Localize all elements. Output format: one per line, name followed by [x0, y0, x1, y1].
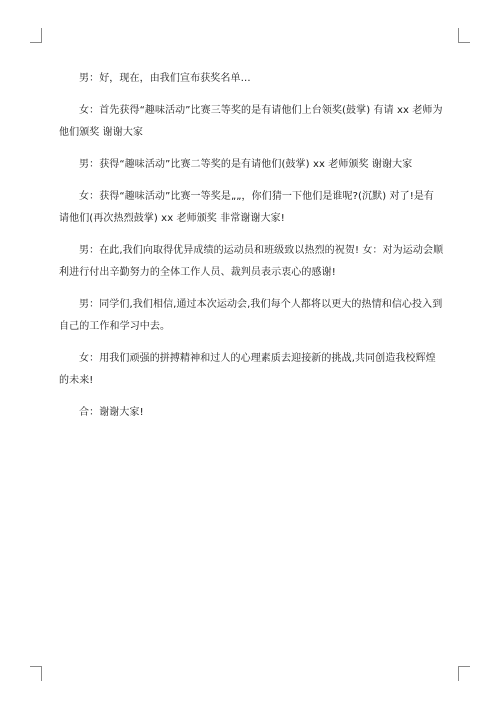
document-body: [59, 68, 444, 434]
paragraph: 男：在此,我们向取得优异成绩的运动员和班级致以热烈的祝贺! 女：对为运动会顺利进行付出辛勤努力的全体工作人员、裁判员表示衷心的感谢!: [59, 245, 444, 278]
crop-mark-bottom-left: [30, 666, 42, 681]
paragraph: 男：好，现在，由我们宣布获奖名单…: [79, 73, 251, 84]
paragraph: 女：获得“趣味活动”比赛一等奖是„„，你们猜一下他们是谁呢?(沉默) 对了!是有请他们(再次热烈鼓掌) xx 老师颁奖 非常谢谢大家!: [59, 191, 435, 224]
paragraph: 男：同学们,我们相信,通过本次运动会,我们每个人都将以更大的热情和信心投入到自己的工作和学习中去。: [59, 299, 443, 332]
crop-mark-bottom-right: [458, 666, 470, 681]
paragraph: 女：首先获得“趣味活动”比赛三等奖的是有请他们上台领奖(鼓掌) 有请 xx 老师为他们颁奖 谢谢大家: [59, 105, 443, 138]
paragraph: 女：用我们顽强的拼搏精神和过人的心理素质去迎接新的挑战,共同创造我校辉煌的未来!: [59, 353, 436, 386]
paragraph: 男：获得“趣味活动”比赛二等奖的是有请他们(鼓掌) xx 老师颁奖 谢谢大家: [79, 159, 413, 170]
crop-mark-top-right: [458, 28, 470, 43]
crop-mark-top-left: [30, 28, 42, 43]
paragraph: 合：谢谢大家!: [79, 407, 144, 418]
